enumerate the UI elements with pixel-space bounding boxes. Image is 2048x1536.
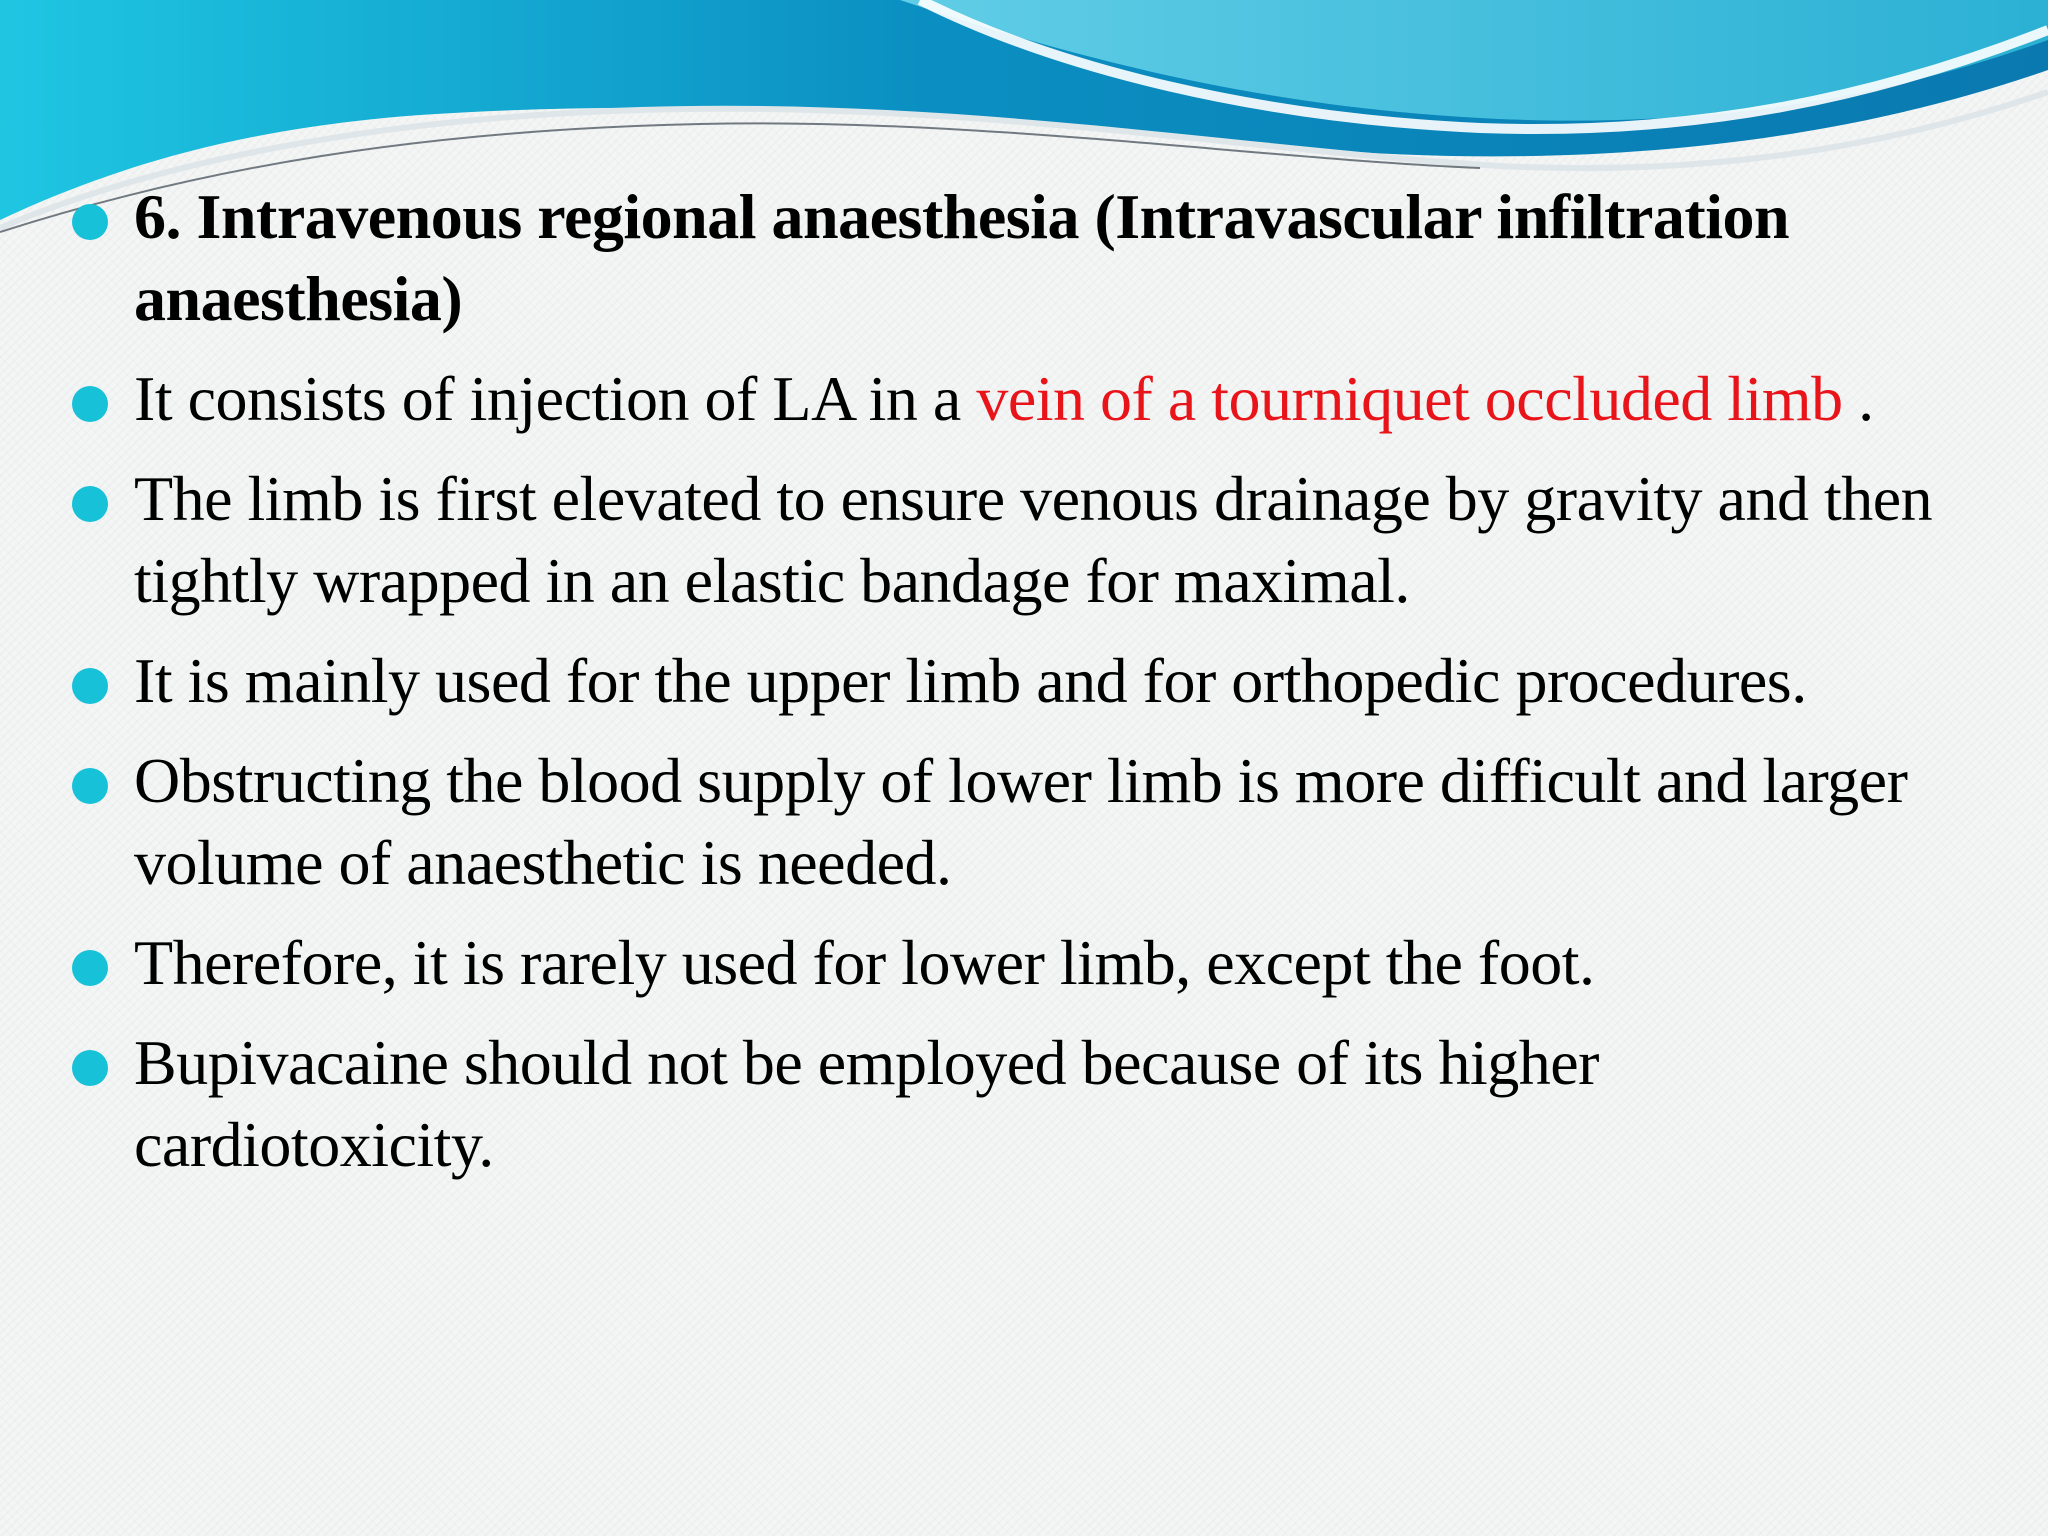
bullet-dot-icon [72, 1050, 108, 1086]
bullet-item [72, 740, 1972, 904]
slide-title-text: 6. Intravenous regional anaesthesia (Intravascular infiltration anaesthesia) [134, 181, 1790, 334]
bullet-item [72, 640, 1972, 722]
bullet-text: The limb is first elevated to ensure venous drainage by gravity and then tightly wrapped in an elastic bandage for maximal. [134, 463, 1933, 616]
bullet-item [72, 458, 1972, 622]
bullet-list [72, 176, 1972, 1204]
bullet-dot-icon [72, 668, 108, 704]
slide-title [72, 176, 1972, 340]
bullet-item [72, 1022, 1972, 1186]
bullet-text: Therefore, it is rarely used for lower limb, except the foot. [134, 927, 1595, 998]
bullet-text: It consists of injection of LA in a [134, 363, 977, 434]
bullet-dot-icon [72, 386, 108, 422]
bullet-dot-icon [72, 768, 108, 804]
bullet-text-end: . [1842, 363, 1874, 434]
bullet-text: It is mainly used for the upper limb and for orthopedic procedures. [134, 645, 1807, 716]
bullet-text: Obstructing the blood supply of lower limb is more difficult and larger volume of anaesthetic is needed. [134, 745, 1908, 898]
bullet-item [72, 922, 1972, 1004]
bullet-dot-icon [72, 486, 108, 522]
bullet-highlight-text: vein of a tourniquet occluded limb [976, 363, 1843, 434]
bullet-item [72, 358, 1972, 440]
bullet-dot-icon [72, 204, 108, 240]
bullet-text: Bupivacaine should not be employed because of its higher cardiotoxicity. [134, 1027, 1599, 1180]
bullet-dot-icon [72, 950, 108, 986]
